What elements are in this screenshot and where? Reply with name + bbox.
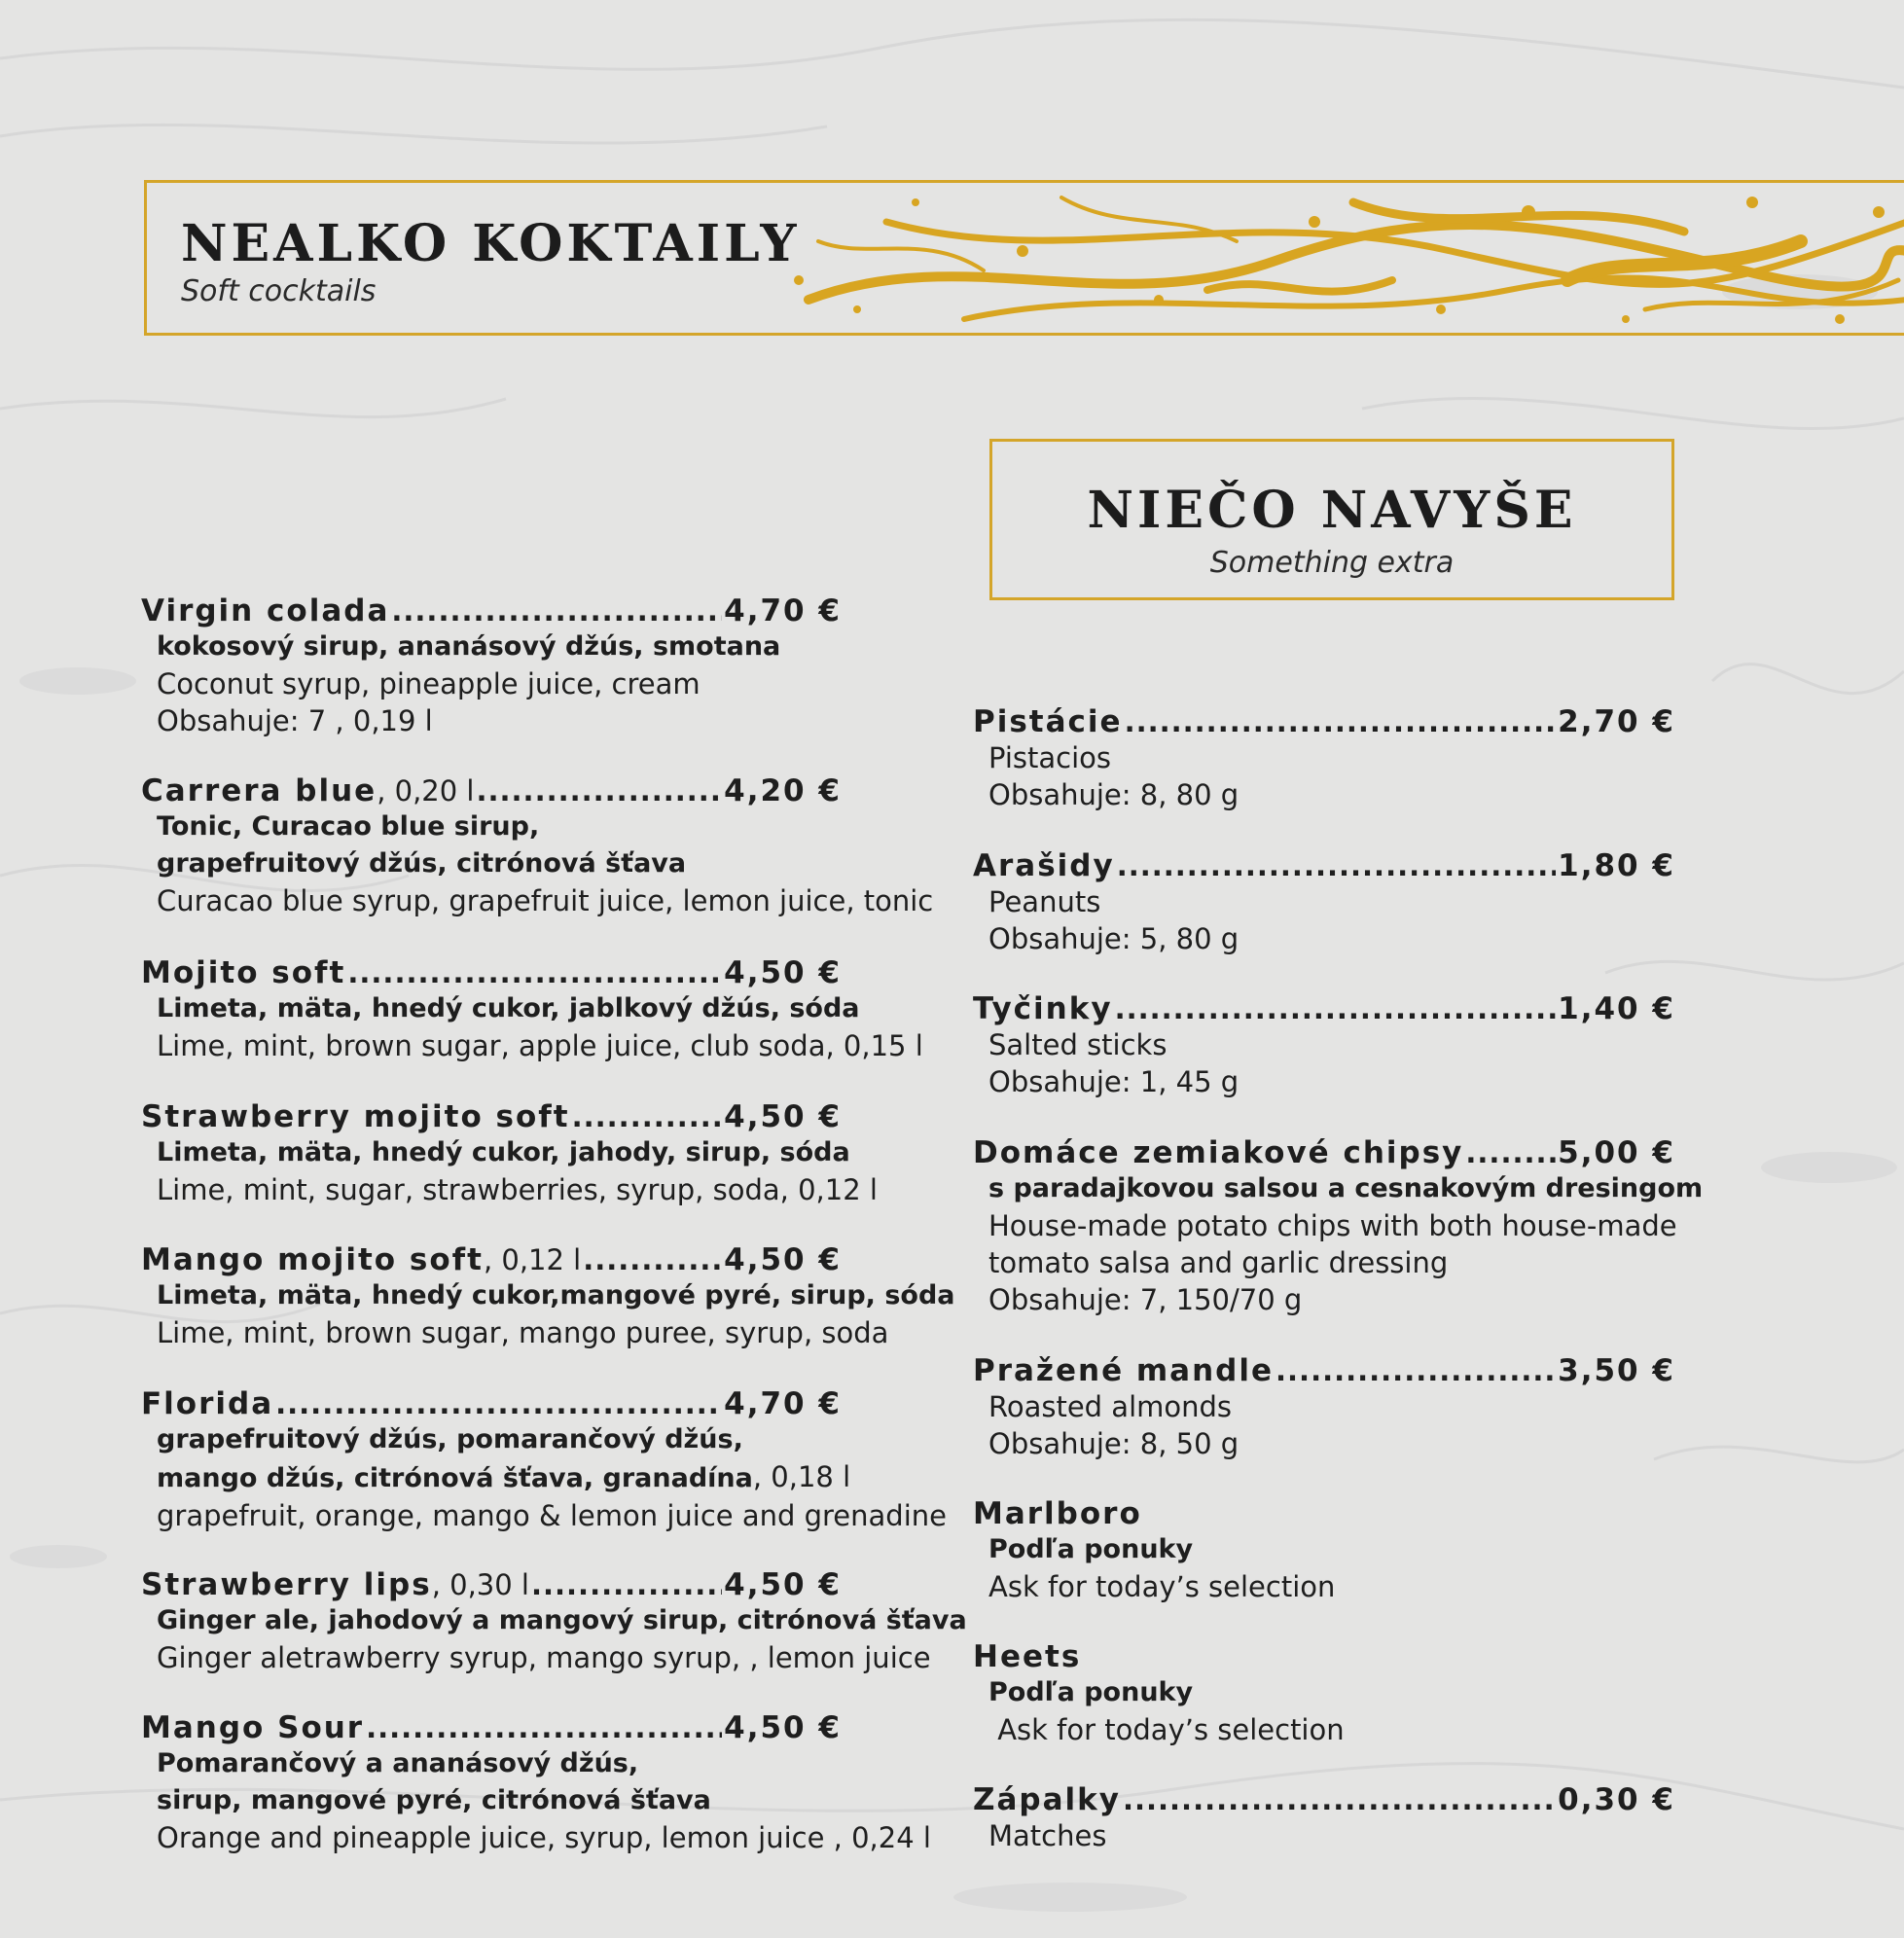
menu-item xyxy=(973,1496,1675,1605)
leader-dots xyxy=(1125,705,1557,738)
item-description: Pomarančový a ananásový džús, xyxy=(157,1748,639,1778)
item-price: 4,50 € xyxy=(724,1242,842,1277)
header-banner xyxy=(144,180,1904,336)
item-description: House-made potato chips with both house-made xyxy=(988,1209,1677,1242)
menu-item xyxy=(973,848,1675,957)
item-description: Obsahuje: 8, 80 g xyxy=(988,778,1239,811)
item-description: Podľa ponuky xyxy=(988,1677,1194,1707)
item-description: Matches xyxy=(988,1819,1107,1852)
leader-dots xyxy=(366,1711,722,1744)
item-name: Carrera blue xyxy=(141,773,377,808)
menu-item xyxy=(141,955,923,1064)
item-name: Strawberry mojito soft xyxy=(141,1099,570,1134)
leader-dots xyxy=(531,1568,722,1601)
item-name: Tyčinky xyxy=(973,991,1113,1026)
item-description: Limeta, mäta, hnedý cukor, jablkový džús, sóda xyxy=(157,993,860,1023)
item-description: Obsahuje: 7 , 0,19 l xyxy=(157,704,433,737)
item-description: Lime, mint, brown sugar, mango puree, syrup, soda xyxy=(157,1316,889,1349)
item-volume: , 0,12 l xyxy=(483,1243,582,1276)
item-description: Ask for today’s selection xyxy=(988,1713,1345,1746)
item-name: Pražené mandle xyxy=(973,1353,1275,1388)
item-description: Coconut syrup, pineapple juice, cream xyxy=(157,667,701,700)
item-volume: , 0,20 l xyxy=(377,774,475,808)
leader-dots xyxy=(1123,1783,1556,1816)
section-title-soft-cocktails: NEALKO KOKTAILY xyxy=(181,214,801,273)
item-description: Pistacios xyxy=(988,741,1112,774)
menu-item xyxy=(973,991,1675,1100)
leader-dots xyxy=(1117,849,1556,882)
item-description: Salted sticks xyxy=(988,1028,1168,1061)
item-description: Ginger ale, jahodový a mangový sirup, citrónová šťava xyxy=(157,1605,967,1635)
item-description: sirup, mangové pyré, citrónová šťava xyxy=(157,1785,711,1815)
item-price: 5,00 € xyxy=(1558,1135,1675,1170)
item-description: Obsahuje: 7, 150/70 g xyxy=(988,1283,1303,1316)
item-name: Mango Sour xyxy=(141,1710,365,1745)
item-description: Limeta, mäta, hnedý cukor, jahody, sirup, sóda xyxy=(157,1137,850,1167)
item-description: Ask for today’s selection xyxy=(988,1570,1336,1603)
item-volume: , 0,30 l xyxy=(431,1568,529,1601)
item-price: 4,20 € xyxy=(724,773,842,808)
item-description: Obsahuje: 5, 80 g xyxy=(988,922,1239,955)
item-volume: , 0,18 l xyxy=(752,1460,851,1493)
menu-item xyxy=(973,704,1675,813)
leader-dots xyxy=(1115,992,1557,1025)
item-description: Orange and pineapple juice, syrup, lemon juice , 0,24 l xyxy=(157,1821,931,1854)
item-description: Limeta, mäta, hnedý cukor,mangové pyré, sirup, sóda xyxy=(157,1280,955,1310)
extras-title-box xyxy=(989,439,1674,600)
leader-dots xyxy=(391,594,722,628)
menu-item xyxy=(973,1135,1704,1318)
item-description: Ginger aletrawberry syrup, mango syrup, , lemon juice xyxy=(157,1641,931,1674)
item-name: Virgin colada xyxy=(141,593,390,628)
item-name: Domáce zemiakové chipsy xyxy=(973,1135,1464,1170)
section-subtitle-soft-cocktails: Soft cocktails xyxy=(181,274,377,308)
leader-dots xyxy=(275,1387,722,1420)
item-name: Mojito soft xyxy=(141,955,346,990)
menu-item xyxy=(973,1639,1675,1748)
menu-item xyxy=(141,1242,955,1351)
item-price: 4,50 € xyxy=(724,1099,842,1134)
item-name: Strawberry lips xyxy=(141,1567,432,1602)
item-description: Lime, mint, brown sugar, apple juice, club soda, 0,15 l xyxy=(157,1029,923,1062)
item-description: grapefruitový džús, pomarančový džús, xyxy=(157,1424,743,1454)
item-description: Podľa ponuky xyxy=(988,1534,1194,1564)
item-price: 2,70 € xyxy=(1558,704,1675,739)
menu-item xyxy=(141,593,842,739)
item-name: Pistácie xyxy=(973,704,1123,739)
item-price: 0,30 € xyxy=(1558,1782,1675,1817)
item-description: Curacao blue syrup, grapefruit juice, lemon juice, tonic xyxy=(157,884,934,917)
menu-item xyxy=(141,1567,967,1676)
menu-item xyxy=(141,773,934,919)
item-price: 4,70 € xyxy=(724,593,842,628)
item-description: Obsahuje: 1, 45 g xyxy=(988,1065,1239,1098)
item-description: Lime, mint, sugar, strawberries, syrup, soda, 0,12 l xyxy=(157,1173,878,1206)
menu-item xyxy=(973,1782,1675,1854)
section-subtitle-extras: Something extra xyxy=(1209,546,1455,580)
item-name: Heets xyxy=(973,1639,1082,1674)
item-name: Zápalky xyxy=(973,1782,1121,1817)
menu-item xyxy=(141,1386,947,1534)
item-description: Obsahuje: 8, 50 g xyxy=(988,1427,1239,1460)
item-description: mango džús, citrónová šťava, granadína xyxy=(157,1463,753,1493)
item-name: Florida xyxy=(141,1386,274,1421)
item-description: Roasted almonds xyxy=(988,1390,1233,1423)
item-price: 4,70 € xyxy=(724,1386,842,1421)
item-description: tomato salsa and garlic dressing xyxy=(988,1246,1449,1279)
item-name: Marlboro xyxy=(973,1496,1142,1531)
item-price: 4,50 € xyxy=(724,955,842,990)
leader-dots xyxy=(347,956,722,989)
leader-dots xyxy=(1275,1354,1556,1387)
leader-dots xyxy=(476,774,722,808)
item-price: 3,50 € xyxy=(1558,1353,1675,1388)
menu-item xyxy=(141,1099,878,1208)
menu-item xyxy=(973,1353,1675,1462)
item-price: 4,50 € xyxy=(724,1567,842,1602)
menu-item xyxy=(141,1710,931,1856)
item-description-row xyxy=(141,1458,851,1497)
leader-dots xyxy=(572,1100,723,1133)
section-title-extras: NIEČO NAVYŠE xyxy=(1087,481,1577,540)
leader-dots xyxy=(583,1243,722,1276)
item-description: Peanuts xyxy=(988,885,1101,918)
item-description: Tonic, Curacao blue sirup, xyxy=(157,811,540,842)
item-price: 4,50 € xyxy=(724,1710,842,1745)
item-description: s paradajkovou salsou a cesnakovým dresingom xyxy=(988,1173,1704,1203)
item-name: Mango mojito soft xyxy=(141,1242,484,1277)
item-name: Arašidy xyxy=(973,848,1115,883)
gold-marble-texture xyxy=(770,183,1904,333)
item-price: 1,40 € xyxy=(1558,991,1675,1026)
leader-dots xyxy=(1465,1136,1556,1169)
item-description: grapefruitový džús, citrónová šťava xyxy=(157,848,687,879)
item-price: 1,80 € xyxy=(1558,848,1675,883)
item-description: grapefruit, orange, mango & lemon juice and grenadine xyxy=(157,1499,947,1532)
item-description: kokosový sirup, ananásový džús, smotana xyxy=(157,631,781,662)
